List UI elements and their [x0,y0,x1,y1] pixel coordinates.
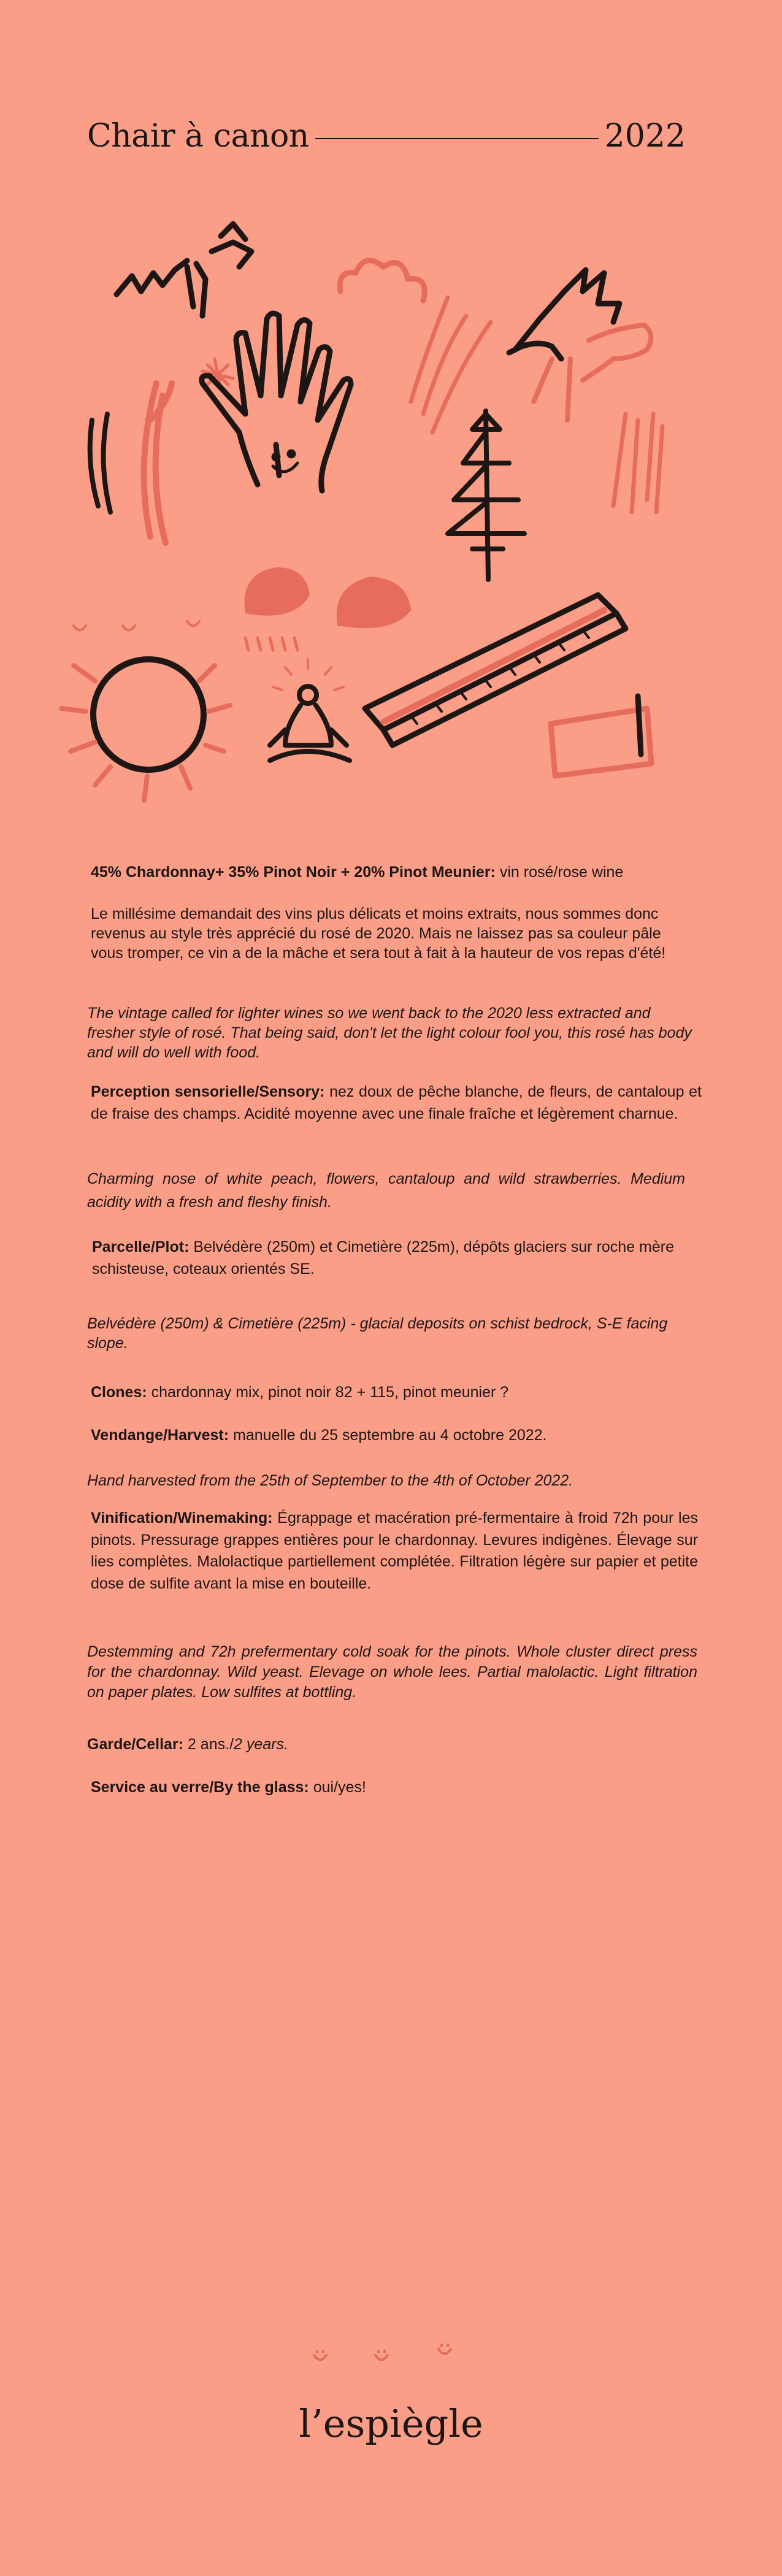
hand-icon [202,313,351,491]
plot-label: Parcelle/Plot: [92,1238,190,1255]
wine-title: Chair à canon [87,118,309,155]
cellar-label: Garde/Cellar: [87,1736,184,1753]
brand-logo: l’espiègle [299,2401,483,2446]
grass-icon [90,414,110,512]
meditating-figure-icon [270,659,350,761]
pine-tree-icon [448,411,524,580]
smiley-icon [74,621,199,631]
harvest-fr [91,1425,698,1445]
smiley-icon [314,2351,326,2360]
stone-icon [245,567,310,616]
illustration [49,218,736,807]
intro-fr: Le millésime demandait des vins plus délicats et moins extraits, nous sommes donc revenus au style très apprécié du rosé de 2020. Mais ne laissez pas sa couleur pâle vous tromper, ce vin a de la mâche et sera tout à fait à la hauteur de vos repas d'été! [91,905,666,962]
sensory-fr-text: nez doux de pêche blanche, de fleurs, de cantaloup et de fraise des champs. Acidité moyenne avec une finale fraîche et légèrement charnue. [91,1083,702,1122]
harvest-en: Hand harvested from the 25th of September to the 4th of October 2022. [87,1472,573,1489]
smiley-icon [375,2351,388,2360]
box-icon [551,696,651,776]
smiley-icon [439,2345,451,2354]
leaf-icon [144,383,172,543]
harvest-label: Vendange/Harvest: [91,1427,229,1444]
rain-icon [245,638,297,650]
sun-icon [61,659,230,800]
glass-value: oui/yes! [309,1779,366,1796]
clones-value: chardonnay mix, pinot noir 82 + 115, pinot meunier ? [147,1384,509,1401]
winemaking-fr [91,1508,698,1595]
plot-fr [92,1236,702,1280]
plot-fr-text: Belvédère (250m) et Cimetière (225m), dépôts glaciers sur roche mère schisteuse, coteaux orientés SE. [92,1238,675,1278]
bird-icon [509,270,619,359]
glass-line [91,1777,698,1797]
stone-icon [337,577,411,628]
winemaking-label: Vinification/Winemaking: [91,1509,273,1527]
flying-bird-icon [117,224,251,316]
clones-label: Clones: [91,1384,147,1401]
sensory-en: Charming nose of white peach, flowers, cantaloup and wild strawberries. Medium acidity with a fresh and fleshy finish. [87,1170,685,1211]
title-divider [315,138,599,139]
varietals-line [91,862,698,882]
clones-line [91,1382,698,1402]
sensory-label: Perception sensorielle/Sensory: [91,1083,325,1100]
harvest-fr-text: manuelle du 25 septembre au 4 octobre 2022. [229,1427,547,1444]
varietals-label: 45% Chardonnay+ 35% Pinot Noir + 20% Pinot Meunier: [91,864,496,881]
header [87,112,686,161]
cellar-en: 2 years. [234,1736,288,1753]
cloud-icon [340,261,424,301]
winemaking-en: Destemming and 72h prefermentary cold soak for the pinots. Whole cluster direct press for the chardonnay. Wild yeast. Elevage on whole lees. Partial malolactic. Light filtration on paper plates. Low sulfites at bottling. [87,1643,697,1701]
footer-smileys [301,2340,485,2377]
sensory-fr [91,1081,702,1125]
glass-label: Service au verre/By the glass: [91,1779,309,1796]
varietals-value: vin rosé/rose wine [495,864,624,881]
cellar-fr: 2 ans./ [183,1736,234,1753]
bird-wing-icon [534,325,651,420]
plot-en: Belvédère (250m) & Cimetière (225m) - glacial deposits on schist bedrock, S-E facing slope. [87,1315,668,1352]
cellar-line [87,1735,694,1754]
vintage-year: 2022 [604,118,686,155]
winemaking-fr-text: Égrappage et macération pré-fermentaire à froid 72h pour les pinots. Pressurage grappes entières pour le chardonnay. Levures indigènes. Élevage sur lies complètes. Malolactique partiellement complétée. Filtration légère sur papier et petite dose de sulfite avant la mise en bouteille. [91,1509,698,1592]
ruler-icon [365,595,626,745]
intro-en: The vintage called for lighter wines so we went back to the 2020 less extracted and fresher style of rosé. That being said, don't let the light colour fool you, this rosé has body and will do well with food. [87,1005,692,1061]
